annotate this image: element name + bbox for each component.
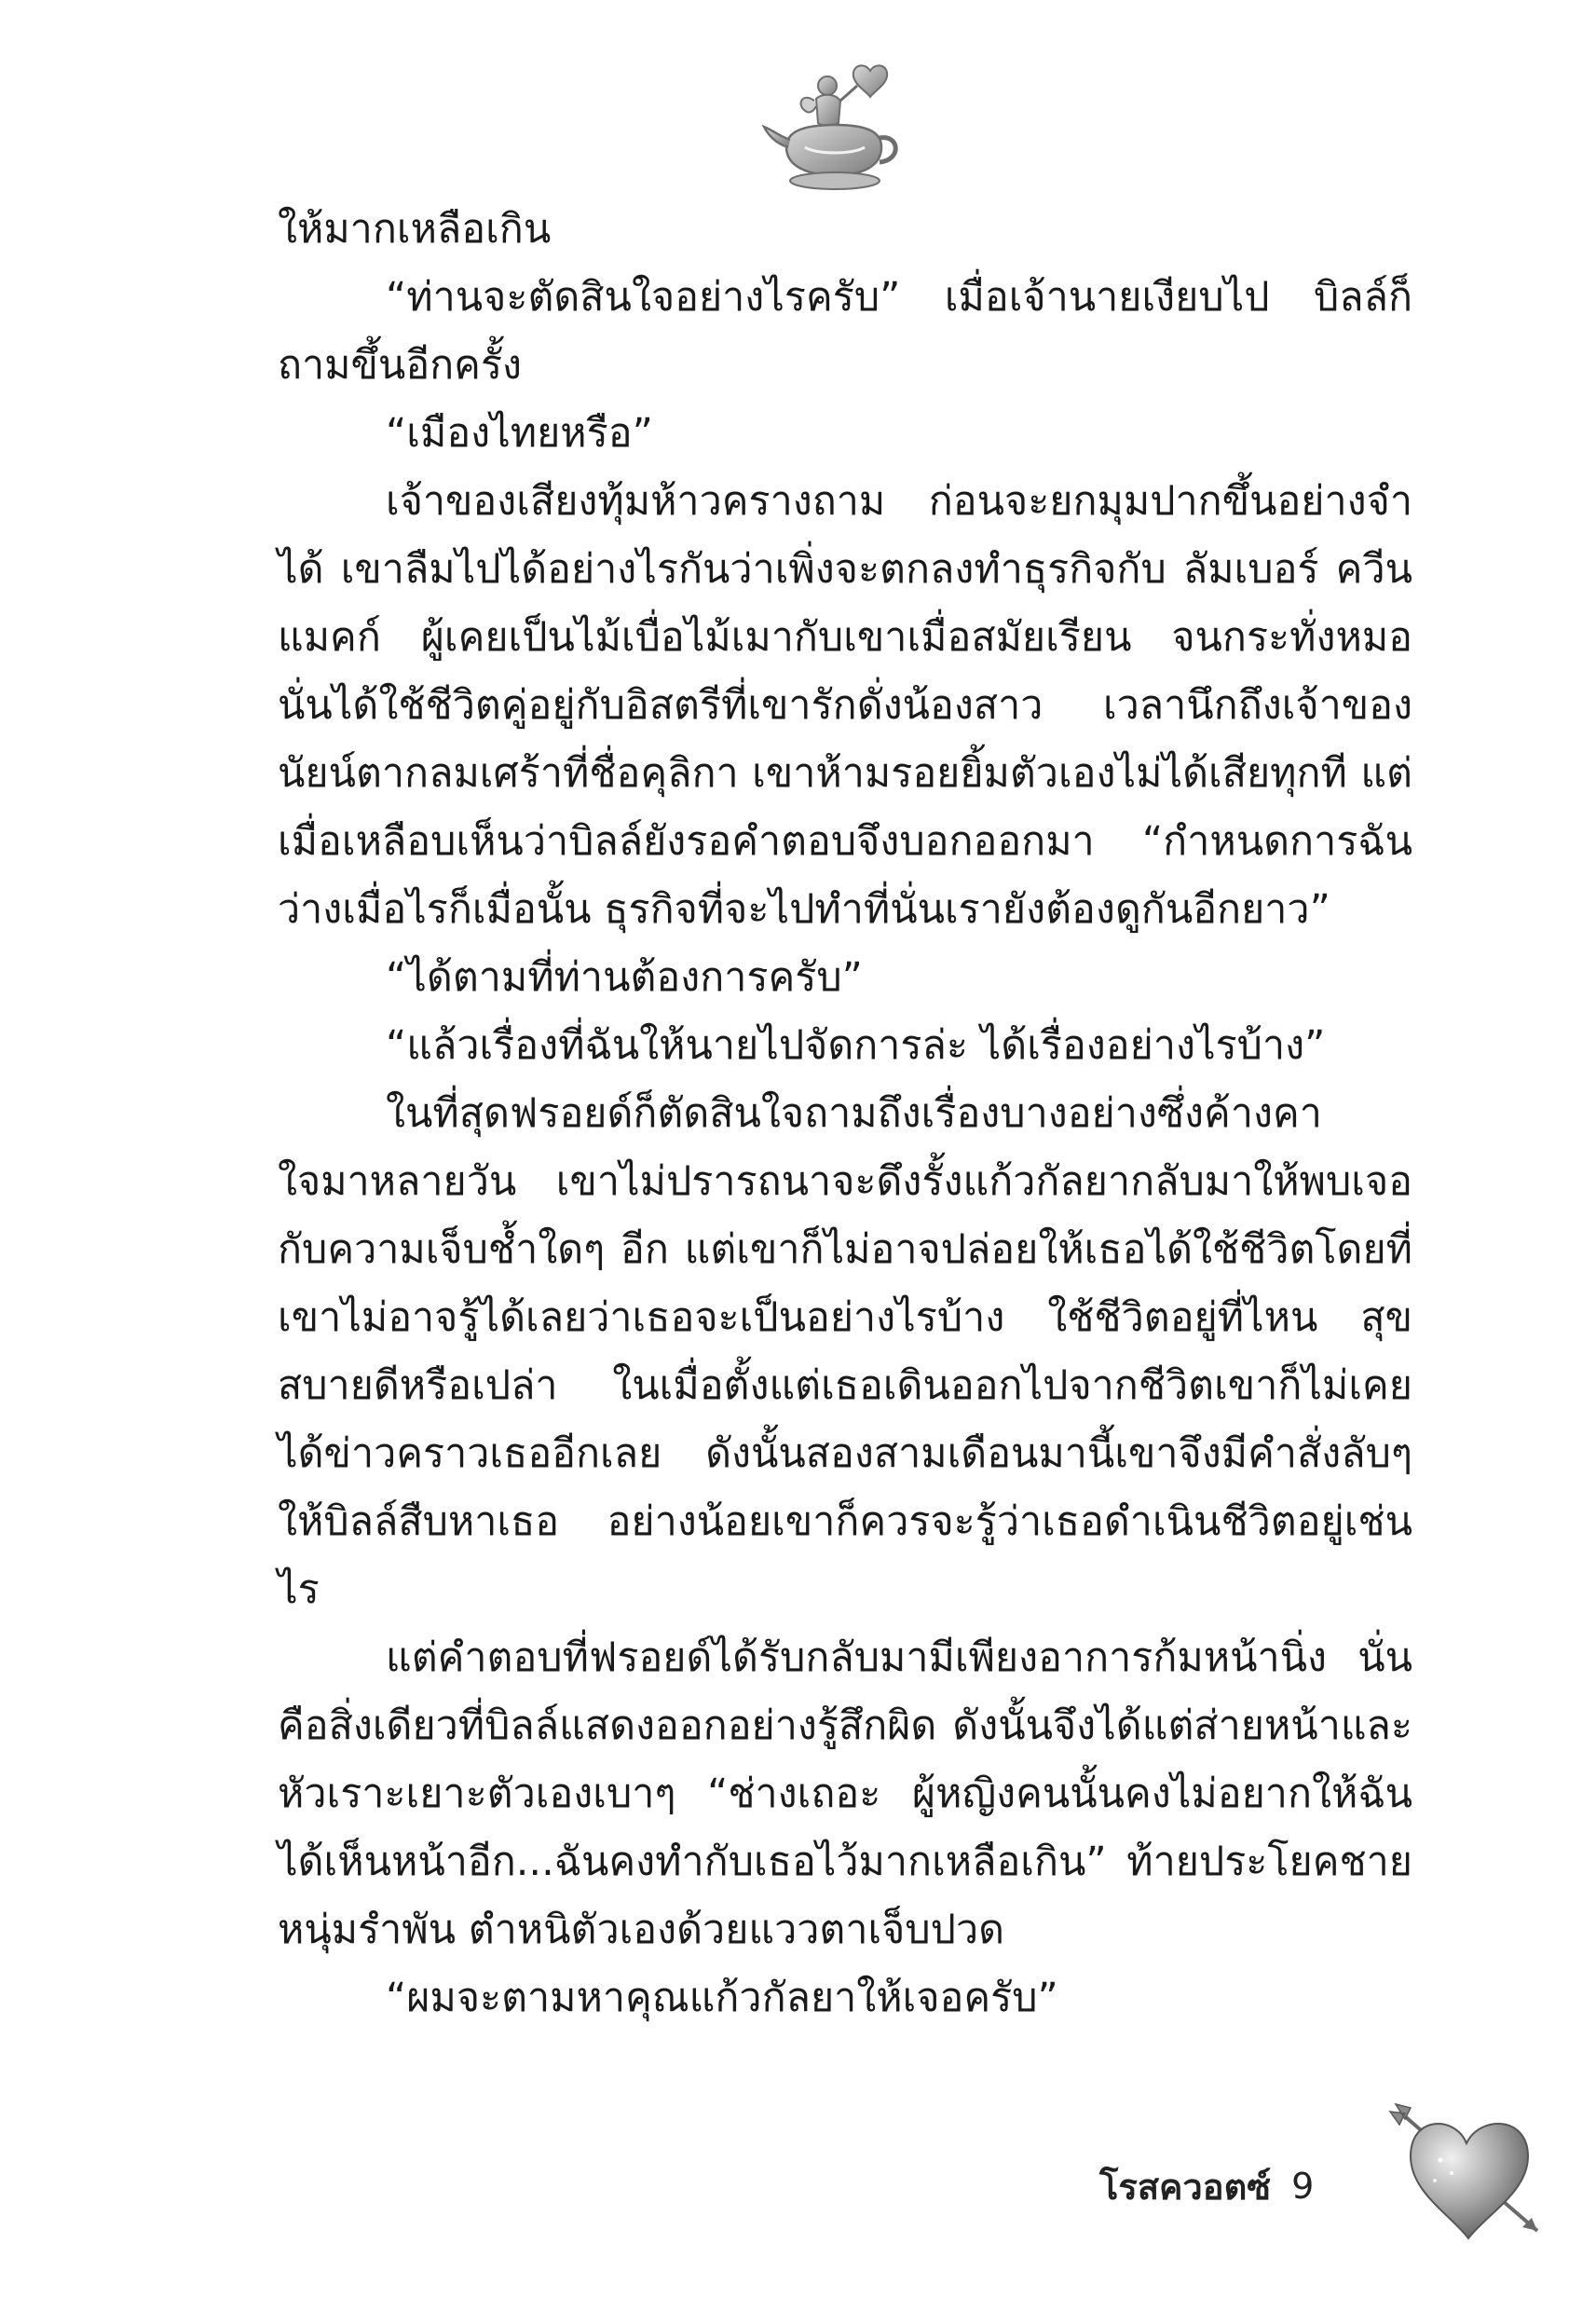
paragraph-2: “ท่านจะตัดสินใจอย่างไรครับ” เมื่อเจ้านายเงียบไป บิลล์ก็ถามขึ้นอีกครั้ง (278, 274, 1412, 389)
heart-arrow-icon (1383, 2095, 1550, 2253)
book-title: โรสควอตซ์ (1099, 2166, 1272, 2208)
chapter-body-text (278, 196, 1412, 2032)
page-footer (1099, 2149, 1314, 2223)
paragraph-7: ในที่สุดฟรอยด์ก็ตัดสินใจถามถึงเรื่องบางอย่างซึ่งค้างคาใจมาหลายวัน เขาไม่ปรารถนาจะดึงรั้งแก้วกัลยากลับมาให้พบเจอกับความเจ็บช้ำใดๆ อีก แต่เขาก็ไม่อาจปล่อยให้เธอได้ใช้ชีวิตโดยที่เขาไม่อาจรู้ได้เลยว่าเธอจะเป็นอย่างไรบ้าง ใช้ชีวิตอยู่ที่ไหน สุขสบายดีหรือเปล่า ในเมื่อตั้งแต่เธอเดินออกไปจากชีวิตเขาก็ไม่เคยได้ข่าวคราวเธออีกเลย ดังนั้นสองสามเดือนมานี้เขาจึงมีคำสั่งลับๆ ให้บิลล์สืบหาเธอ อย่างน้อยเขาก็ควรจะรู้ว่าเธอดำเนินชีวิตอยู่เช่นไร (278, 1090, 1412, 1613)
cupid-teapot-icon (760, 58, 906, 196)
paragraph-9: “ผมจะตามหาคุณแก้วกัลยาให้เจอครับ” (386, 1975, 1058, 2021)
paragraph-4: เจ้าของเสียงทุ้มห้าวครางถาม ก่อนจะยกมุมปากขึ้นอย่างจำได้ เขาลืมไปได้อย่างไรกันว่าเพิ่งจะตกลงทำธุรกิจกับ ลัมเบอร์ ควีนแมคก์ ผู้เคยเป็นไม้เบื่อไม้เมากับเขาเมื่อสมัยเรียน จนกระทั่งหมอนั่นได้ใช้ชีวิตคู่อยู่กับอิสตรีที่เขารักดั่งน้องสาว เวลานึกถึงเจ้าของนัยน์ตากลมเศร้าที่ชื่อคุลิกา เขาห้ามรอยยิ้มตัวเองไม่ได้เสียทุกที แต่เมื่อเหลือบเห็นว่าบิลล์ยังรอคำตอบจึงบอกออกมา “กำหนดการฉันว่างเมื่อไรก็เมื่อนั้น ธุรกิจที่จะไปทำที่นั่นเรายังต้องดูกันอีกยาว” (278, 478, 1412, 933)
paragraph-8: แต่คำตอบที่ฟรอยด์ได้รับกลับมามีเพียงอาการก้มหน้านิ่ง นั่นคือสิ่งเดียวที่บิลล์แสดงออกอย่างรู้สึกผิด ดังนั้นจึงได้แต่ส่ายหน้าและหัวเราะเยาะตัวเองเบาๆ “ช่างเถอะ ผู้หญิงคนนั้นคงไม่อยากให้ฉันได้เห็นหน้าอีก...ฉันคงทำกับเธอไว้มากเหลือเกิน” ท้ายประโยคชายหนุ่มรำพัน ตำหนิตัวเองด้วยแววตาเจ็บปวด (278, 1634, 1412, 1953)
paragraph-3: “เมืองไทยหรือ” (386, 410, 653, 457)
page-number: 9 (1291, 2166, 1315, 2207)
paragraph-6: “แล้วเรื่องที่ฉันให้นายไปจัดการล่ะ ได้เรื่องอย่างไรบ้าง” (386, 1022, 1326, 1069)
paragraph-1: ให้มากเหลือเกิน (278, 206, 552, 253)
paragraph-5: “ได้ตามที่ท่านต้องการครับ” (386, 954, 863, 1001)
